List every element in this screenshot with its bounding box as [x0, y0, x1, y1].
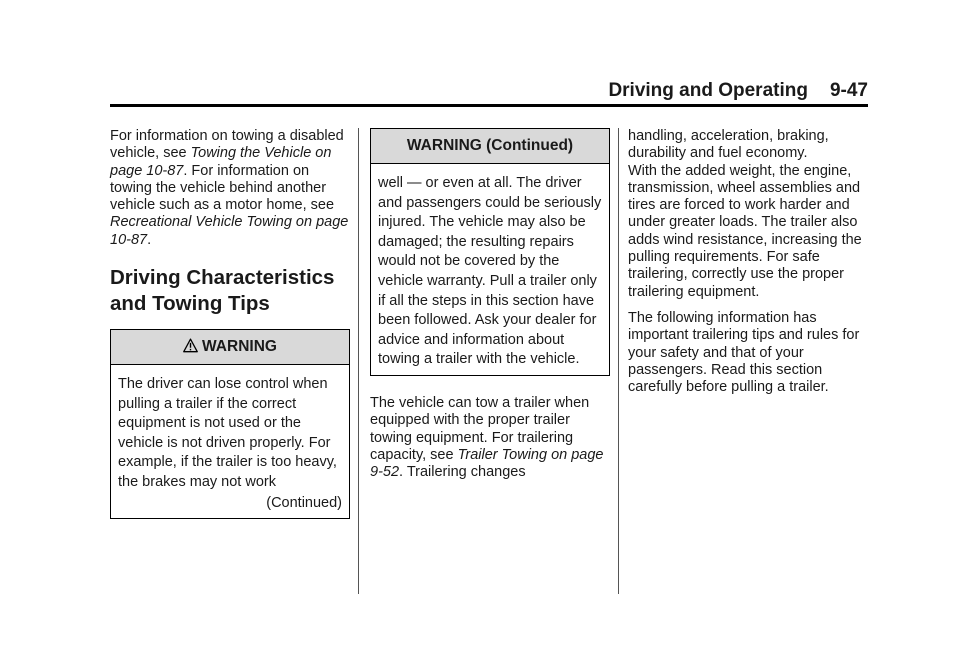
tips-paragraph: The following information has important trailering tips and rules for your safety and that of your passengers. Read this section carefully before pulling a trailer. [628, 309, 860, 396]
warning-continued-header: WARNING (Continued) [371, 129, 609, 164]
column-2 [370, 128, 610, 481]
intro-text-3: . [147, 231, 152, 248]
page-number: 9-47 [829, 80, 868, 101]
warning-continued-body [371, 164, 609, 375]
trailer-paragraph [370, 395, 610, 481]
page-header [110, 78, 868, 107]
handling-text: handling, acceleration, braking, durability and fuel economy. [628, 128, 829, 162]
section-heading: Driving Characteristics and Towing Tips [110, 266, 335, 316]
trailer-text-1: The vehicle can tow a trailer when equipped with the proper trailer towing equipment. For trailering capacity, see [370, 394, 590, 463]
column-divider-2 [618, 128, 619, 594]
trailer-text-2: . Trailering changes [399, 464, 526, 481]
link-recreational-towing[interactable]: Recreational Vehicle Towing on page 10-87 [110, 214, 349, 248]
link-towing-vehicle[interactable]: Towing the Vehicle on page 10-87 [110, 145, 332, 179]
intro-paragraph [110, 128, 350, 249]
column-1 [110, 128, 350, 519]
chapter-title: Driving and Operating [608, 80, 808, 101]
added-weight-paragraph: With the added weight, the engine, transmission, wheel assemblies and tires are forced to work harder and under greater loads. The trailer also adds wind resistance, increasing the pulling requirements. For safe trailering, correctly use the proper trailering equipment. [628, 162, 862, 300]
warning-box-continued [370, 128, 610, 376]
column-divider-1 [358, 128, 359, 594]
warning-continued-label: (Continued) [266, 494, 342, 511]
intro-text-2: . For information on towing the vehicle behind another vehicle such as a motor home, see [110, 162, 335, 214]
warning-text: The driver can lose control when pulling a trailer if the correct equipment is not used or the vehicle is not driven properly. For example, if the trailer is too heavy, the brakes may not work [118, 376, 337, 491]
warning-triangle-icon [183, 338, 198, 353]
column-3 [628, 128, 868, 396]
warning-title: WARNING [202, 338, 277, 356]
warning-continued-text: well — or even at all. The driver and passengers could be seriously injured. The vehicle may also be damaged; the resulting repairs would not be covered by the vehicle warranty. Pull a trailer only if all the steps in this section have been followed. Ask your dealer for advice and information about towing a trailer with the vehicle. [378, 175, 602, 368]
warning-body [111, 365, 349, 518]
warning-box [110, 329, 350, 519]
link-trailer-towing[interactable]: Trailer Towing on page 9-52 [370, 446, 604, 481]
intro-text-1: For information on towing a disabled vehicle, see [110, 128, 344, 162]
warning-header [111, 330, 349, 365]
running-header [608, 80, 868, 102]
